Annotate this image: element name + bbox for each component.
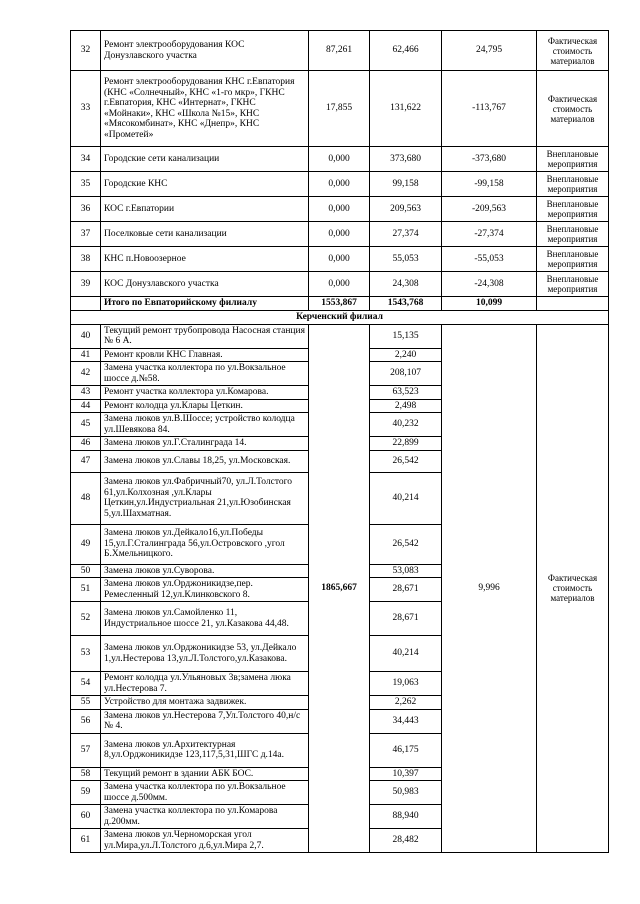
row-actual-value: 63,523	[370, 386, 442, 400]
row-description: Устройство для монтажа задвижек.	[101, 696, 309, 710]
row-description: Замена люков ул.Славы 18,25, ул.Московская.	[101, 450, 309, 472]
row-description: КОС Донузлавского участка	[101, 272, 309, 297]
row-description: Замена люков ул.Самойленко 11, Индустриальное шоссе 21, ул.Казакова 44,48.	[101, 602, 309, 636]
row-actual-value: 28,482	[370, 829, 442, 853]
table-row	[71, 172, 609, 197]
row-description: Замена участка коллектора по ул.Вокзальное шоссе д.500мм.	[101, 781, 309, 805]
expense-table	[70, 30, 609, 853]
row-description: Замена участка коллектора по ул.Вокзальное шоссе д.№58.	[101, 362, 309, 386]
row-number: 60	[71, 805, 101, 829]
row-number: 58	[71, 767, 101, 781]
row-note: Внеплановые мероприятия	[537, 147, 609, 172]
row-description: Замена люков ул.Орджоникидзе,пер. Ремесленный 12,ул.Клинковского 8.	[101, 578, 309, 602]
row-number: 52	[71, 602, 101, 636]
row-actual-value: 40,214	[370, 636, 442, 672]
row-actual-value: 62,466	[370, 31, 442, 71]
row-actual-value: 34,443	[370, 709, 442, 733]
row-number: 41	[71, 348, 101, 362]
row-number: 55	[71, 696, 101, 710]
row-plan-value: 0,000	[309, 172, 370, 197]
section-title: Керченский филиал	[71, 310, 609, 324]
row-description: Городские КНС	[101, 172, 309, 197]
row-note: Фактическая стоимость материалов	[537, 31, 609, 71]
row-description: Текущий ремонт в здании АБК БОС.	[101, 767, 309, 781]
row-description: Замена люков ул.В.Шоссе; устройство колодца ул.Шевякова 84.	[101, 413, 309, 437]
expense-table-body	[71, 31, 609, 853]
row-number: 40	[71, 324, 101, 348]
table-row	[71, 272, 609, 297]
kerch-note: Фактическая стоимость материалов	[537, 324, 609, 853]
row-description: Замена люков ул.Фабричный70, ул.Л.Толстого 61,ул.Колхозная ,ул.Клары Цеткин,ул.Индустриальная 21,ул.Юзобинская 5,ул.Шахматная.	[101, 472, 309, 524]
row-description: Ремонт кровли КНС Главная.	[101, 348, 309, 362]
kerch-plan-value: 1865,667	[309, 324, 370, 853]
row-number: 47	[71, 450, 101, 472]
row-number: 59	[71, 781, 101, 805]
row-actual-value: 46,175	[370, 733, 442, 767]
row-note: Внеплановые мероприятия	[537, 197, 609, 222]
row-deviation-value: -24,308	[442, 272, 537, 297]
row-note: Фактическая стоимость материалов	[537, 71, 609, 147]
row-note: Внеплановые мероприятия	[537, 172, 609, 197]
row-plan-value: 17,855	[309, 71, 370, 147]
row-number: 61	[71, 829, 101, 853]
row-number: 53	[71, 636, 101, 672]
row-number: 33	[71, 71, 101, 147]
row-deviation-value: -99,158	[442, 172, 537, 197]
row-deviation-value: -27,374	[442, 222, 537, 247]
row-actual-value: 24,308	[370, 272, 442, 297]
row-actual-value: 131,622	[370, 71, 442, 147]
row-description: Замена люков ул.Орджоникидзе 53, ул.Дейкало 1,ул.Нестерова 13,ул.Л.Толстого,ул.Казакова.	[101, 636, 309, 672]
section-row	[71, 310, 609, 324]
row-number: 54	[71, 672, 101, 696]
row-actual-value: 55,053	[370, 247, 442, 272]
row-actual-value: 27,374	[370, 222, 442, 247]
table-row	[71, 31, 609, 71]
row-number: 34	[71, 147, 101, 172]
row-actual-value: 208,107	[370, 362, 442, 386]
row-number: 57	[71, 733, 101, 767]
row-deviation-value: -373,680	[442, 147, 537, 172]
row-description: Ремонт электрооборудования КНС г.Евпатория (КНС «Солнечный», КНС «1-го мкр», ГКНС г.Евпатория, КНС «Интернат», ГКНС «Мойнаки», КНС «Школа №15», КНС «Мясокомбинат», КНС «Днепр», КНС «Прометей»	[101, 71, 309, 147]
kerch-deviation-value: 9,996	[442, 324, 537, 853]
row-plan-value: 0,000	[309, 247, 370, 272]
row-description: Ремонт колодца ул.Ульяновых 3в;замена люка ул.Нестерова 7.	[101, 672, 309, 696]
row-actual-value: 28,671	[370, 602, 442, 636]
row-actual-value: 209,563	[370, 197, 442, 222]
row-actual-value: 10,397	[370, 767, 442, 781]
row-actual-value: 26,542	[370, 450, 442, 472]
row-actual-value: 88,940	[370, 805, 442, 829]
total-note-empty	[537, 297, 609, 311]
row-number: 56	[71, 709, 101, 733]
row-actual-value: 19,063	[370, 672, 442, 696]
row-actual-value: 15,135	[370, 324, 442, 348]
row-plan-value: 0,000	[309, 222, 370, 247]
row-description: Замена люков ул.Архитектурная 8,ул.Орджоникидзе 123,117,5,31,ШГС д.14а.	[101, 733, 309, 767]
table-row	[71, 247, 609, 272]
row-deviation-value: -55,053	[442, 247, 537, 272]
row-description: Замена люков ул.Черноморская угол ул.Мира,ул.Л.Толстого д.6,ул.Мира 2,7.	[101, 829, 309, 853]
row-actual-value: 53,083	[370, 564, 442, 578]
row-description: Городские сети канализации	[101, 147, 309, 172]
table-row	[71, 324, 609, 348]
row-number: 44	[71, 399, 101, 413]
row-number: 37	[71, 222, 101, 247]
row-actual-value: 2,262	[370, 696, 442, 710]
row-number: 35	[71, 172, 101, 197]
row-number: 45	[71, 413, 101, 437]
total-plan-value: 1553,867	[309, 297, 370, 311]
row-description: КНС п.Новоозерное	[101, 247, 309, 272]
table-row	[71, 222, 609, 247]
row-number: 43	[71, 386, 101, 400]
row-description: Ремонт колодца ул.Клары Цеткин.	[101, 399, 309, 413]
row-actual-value: 40,214	[370, 472, 442, 524]
total-label: Итого по Евпаторийскому филиалу	[101, 297, 309, 311]
row-actual-value: 2,240	[370, 348, 442, 362]
row-number: 48	[71, 472, 101, 524]
row-number: 32	[71, 31, 101, 71]
row-actual-value: 28,671	[370, 578, 442, 602]
row-plan-value: 0,000	[309, 197, 370, 222]
row-deviation-value: 24,795	[442, 31, 537, 71]
row-description: КОС г.Евпатории	[101, 197, 309, 222]
row-description: Замена участка коллектора по ул.Комарова д.200мм.	[101, 805, 309, 829]
row-number: 39	[71, 272, 101, 297]
row-note: Внеплановые мероприятия	[537, 222, 609, 247]
row-description: Поселковые сети канализации	[101, 222, 309, 247]
row-description: Ремонт участка коллектора ул.Комарова.	[101, 386, 309, 400]
row-actual-value: 40,232	[370, 413, 442, 437]
row-number: 38	[71, 247, 101, 272]
table-row	[71, 197, 609, 222]
row-description: Замена люков ул.Дейкало16,ул.Победы 15,ул.Г.Сталинграда 56,ул.Островского ,угол Б.Хмельницкого.	[101, 524, 309, 564]
row-description: Ремонт электрооборудования КОС Донузлавского участка	[101, 31, 309, 71]
row-actual-value: 26,542	[370, 524, 442, 564]
row-plan-value: 87,261	[309, 31, 370, 71]
row-number: 49	[71, 524, 101, 564]
row-note: Внеплановые мероприятия	[537, 247, 609, 272]
row-deviation-value: -209,563	[442, 197, 537, 222]
row-description: Замена люков ул.Суворова.	[101, 564, 309, 578]
row-actual-value: 99,158	[370, 172, 442, 197]
row-actual-value: 22,899	[370, 437, 442, 451]
row-description: Текущий ремонт трубопровода Насосная станция № 6 А.	[101, 324, 309, 348]
row-number: 42	[71, 362, 101, 386]
row-number: 50	[71, 564, 101, 578]
table-row	[71, 71, 609, 147]
row-deviation-value: -113,767	[442, 71, 537, 147]
row-actual-value: 50,983	[370, 781, 442, 805]
row-actual-value: 2,498	[370, 399, 442, 413]
row-plan-value: 0,000	[309, 272, 370, 297]
row-number: 46	[71, 437, 101, 451]
table-row	[71, 147, 609, 172]
row-description: Замена люков ул.Г.Сталинграда 14.	[101, 437, 309, 451]
row-number: 51	[71, 578, 101, 602]
row-plan-value: 0,000	[309, 147, 370, 172]
total-number-empty	[71, 297, 101, 311]
total-deviation-value: 10,099	[442, 297, 537, 311]
row-number: 36	[71, 197, 101, 222]
row-actual-value: 373,680	[370, 147, 442, 172]
total-row	[71, 297, 609, 311]
row-note: Внеплановые мероприятия	[537, 272, 609, 297]
row-description: Замена люков ул.Нестерова 7,Ул.Толстого 40,н/с № 4.	[101, 709, 309, 733]
total-actual-value: 1543,768	[370, 297, 442, 311]
